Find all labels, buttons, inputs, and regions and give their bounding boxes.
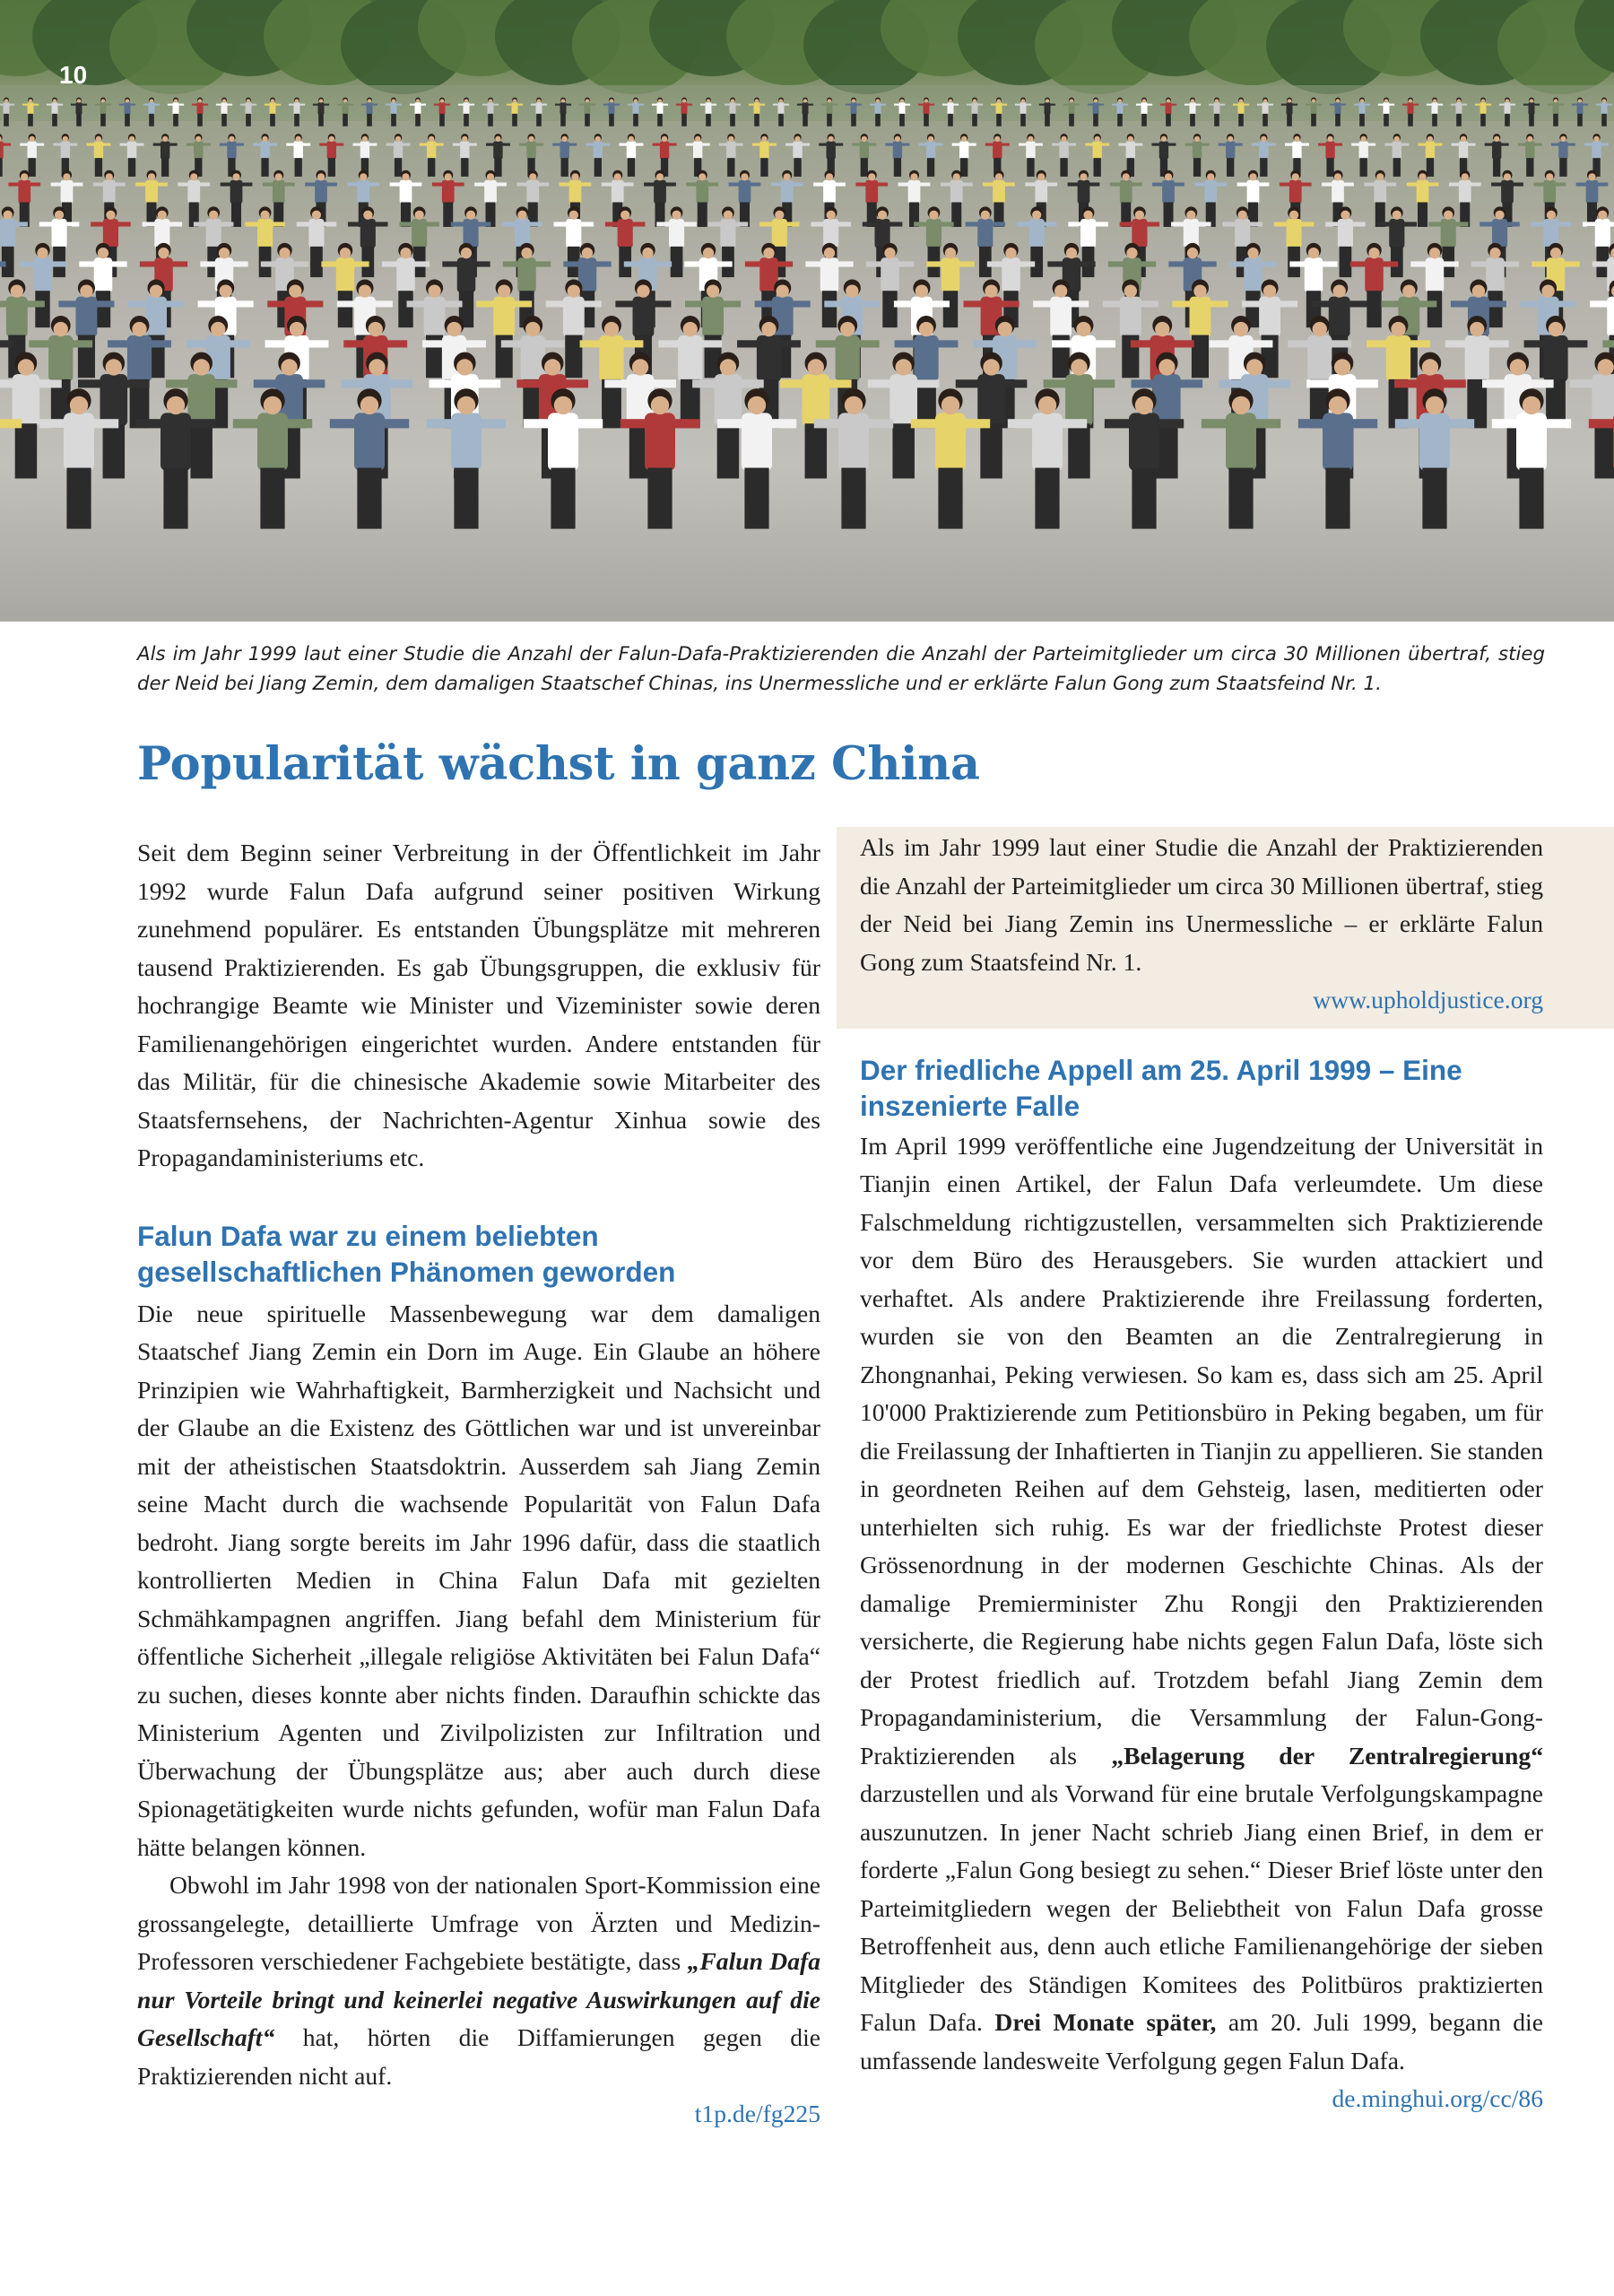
right-column (860, 834, 1543, 2118)
quote-box (837, 827, 1614, 1029)
page-number: 10 (59, 61, 88, 89)
section-heading-appeal: Der friedliche Appell am 25. April 1999 – Eine inszenierte Falle (860, 1053, 1462, 1122)
emphasis-three-months: Drei Monate später, (994, 2008, 1217, 2036)
emphasis-siege: „Belagerung der Zentralregierung“ (1111, 1741, 1543, 1770)
left-column (137, 834, 820, 2134)
intro-paragraph: Seit dem Beginn seiner Verbreitung in der Öffentlichkeit im Jahr 1992 wurde Falun Dafa aufgrund seiner positiven Wirkung zunehmend populärer. Es entstanden Übungsplätze mit mehreren tausend Praktizierenden. Es gab Übungsgruppen, die exklusiv für hochrangige Beamte wie Minister und Vizeminister sowie deren Familienangehörigen eingerichtet wurden. Andere entstanden für das Militär, für die chinesische Akademie sowie Mitarbeiter des Staatsfernsehens, der Nachrichten-Agentur Xinhua sowie des Propagandaministeriums etc. (137, 839, 820, 1171)
text-run: Obwohl im Jahr 1998 von der nationalen Sport-Kommission eine grossangelegte, detaillierte Umfrage von Ärzten und Medizin-Professoren verschiedener Fachgebiete bestätigte, dass (137, 1871, 820, 1975)
section-heading-phenomenon: Falun Dafa war zu einem beliebten gesellschaftlichen Phänomen geworden (137, 1219, 676, 1288)
photo-caption: Als im Jahr 1999 laut einer Studie die Anzahl der Falun-Dafa-Praktizierenden die Anzahl der Parteimitglieder um circa 30 Millionen übertraf, stieg der Neid bei Jiang Zemin, dem damaligen Staatschef Chinas, ins Unermessliche und er erklärte Falun Gong zum Staatsfeind Nr. 1. (137, 643, 1545, 695)
body-paragraph-appeal (860, 1127, 1543, 2112)
crowd-exercise-photo (0, 0, 1614, 622)
photo-illustration (0, 0, 1614, 622)
quote-source-link[interactable]: www.upholdjustice.org (1313, 986, 1543, 1013)
quote-text: Als im Jahr 1999 laut einer Studie die Anzahl der Praktizierenden die Anzahl der Parteimitglieder um circa 30 Millionen übertraf, stieg der Neid bei Jiang Zemin ins Unermessliche – er erklärte Falun Gong zum Staatsfeind Nr. 1. (860, 833, 1543, 976)
text-run: hat, hörten die Diffamierungen gegen die Praktizierenden nicht auf. (137, 2023, 820, 2090)
source-link[interactable]: de.minghui.org/cc/86 (1332, 2084, 1543, 2112)
source-link[interactable]: t1p.de/fg225 (694, 2100, 820, 2127)
page-title: Popularität wächst in ganz China (137, 737, 980, 791)
emphasis-quote: „Falun Dafa nur Vorteile bringt und keinerlei negative Auswirkungen auf die Gesellschaft“ (137, 1947, 820, 2051)
text-run: darzustellen und als Vorwand für eine brutale Verfolgungskampagne auszunutzen. In jener Nacht schrieb Jiang einen Brief, in dem er forderte „Falun Gong besiegt zu sehen.“ Dieser Brief löste unter den Parteimitgliedern wegen der Beliebtheit von Falun Dafa grosse Betroffenheit aus, denn auch etliche Familienangehörige der sieben Mitglieder des Ständigen Komitees des Politbüros praktizierten Falun Dafa. (860, 1779, 1543, 2036)
body-paragraph: Die neue spirituelle Massenbewegung war dem damaligen Staatschef Jiang Zemin ein Dorn im Auge. Ein Glaube an höhere Prinzipien wie Wahrhaftigkeit, Barmherzigkeit und Nachsicht und der Glaube an die Existenz des Göttlichen war und ist unvereinbar mit der atheistischen Staatsdoktrin. Ausserdem sah Jiang Zemin seine Macht durch die wachsende Popularität von Falun Dafa bedroht. Jiang sorgte bereits im Jahr 1996 dafür, dass die staatlich kontrollierten Medien in China Falun Dafa mit gezielten Schmähkampagnen angriffen. Jiang befahl dem Ministerium für öffentliche Sicherheit „illegale religiöse Aktivitäten bei Falun Dafa“ zu suchen, dieses konnte aber nichts finden. Daraufhin schickte das Ministerium Agenten und Zivilpolizisten zur Infiltration und Überwachung der Übungsplätze aus; aber auch durch diese Spionagetätigkeiten wurde nichts gefunden, wofür man Falun Dafa hätte belangen können. (137, 1299, 820, 1861)
text-run: am 20. Juli 1999, begann die umfassende landesweite Verfolgung gegen Falun Dafa. (860, 2008, 1543, 2074)
text-run: Im April 1999 veröffentliche eine Jugendzeitung der Universität in Tianjin einen Artikel, der Falun Dafa verleumdete. Um diese Falschmeldung richtigzustellen, versammelten sich Praktizierende vor dem Büro des Herausgebers. Sie wurden attackiert und verhaftet. Als andere Praktizierende ihre Freilassung forderten, wurden sie von den Beamten an die Zentralregierung in Zhongnanhai, Peking verwiesen. So kam es, dass sich am 25. April 10'000 Praktizierende zum Petitionsbüro in Peking begaben, um für die Freilassung der Inhaftierten in Tianjin zu appellieren. Sie standen in geordneten Reihen auf dem Gehsteig, lasen, meditierten oder unterhielten sich ruhig. Es war der friedlichste Protest dieser Grössenordnung in der modernen Geschichte Chinas. Als der damalige Premierminister Zhu Rongji den Praktizierenden versicherte, die Regierung habe nichts gegen Falun Dafa, löste sich der Protest friedlich auf. Trotzdem befahl Jiang Zemin dem Propagandaministerium, die Versammlung der Falun-Gong-Praktizierenden als (860, 1131, 1543, 1770)
body-paragraph-survey (137, 1866, 820, 2095)
